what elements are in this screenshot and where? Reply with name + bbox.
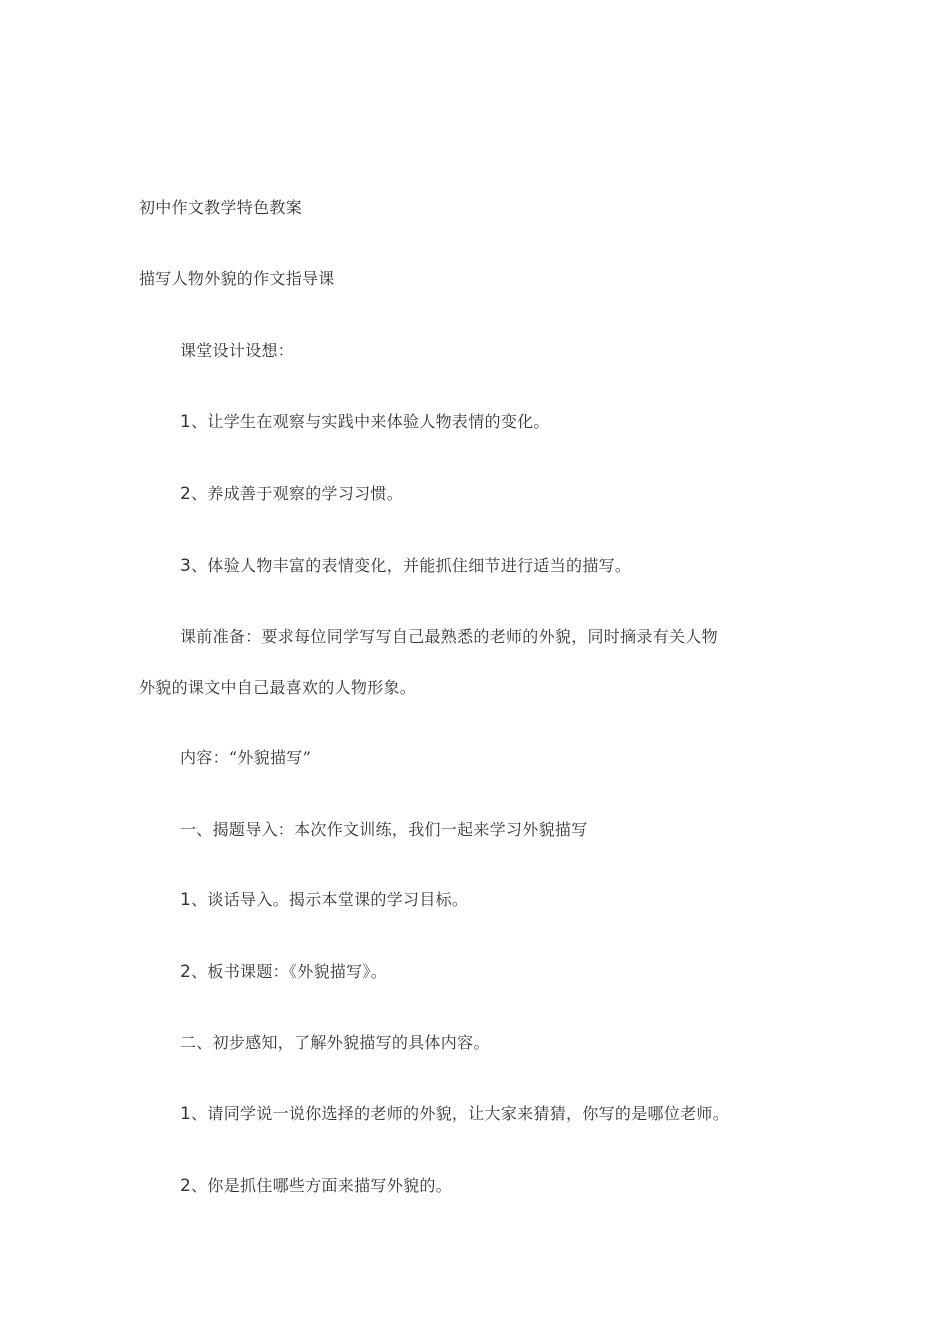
item-number: 1 xyxy=(180,412,192,432)
section-2-item-1 xyxy=(180,1104,729,1124)
section-1-item-2 xyxy=(180,962,387,982)
section-2-heading: 二、初步感知，了解外貌描写的具体内容。 xyxy=(180,1033,490,1052)
document-subtitle: 描写人物外貌的作文指导课 xyxy=(139,269,335,288)
design-item-1 xyxy=(180,412,550,432)
item-number: 1 xyxy=(180,890,192,910)
item-text: 、让学生在观察与实践中来体验人物表情的变化。 xyxy=(191,412,550,431)
item-text: 、板书课题：《外貌描写》。 xyxy=(191,962,388,981)
section-1-item-1 xyxy=(180,890,468,910)
section-2-item-2 xyxy=(180,1176,452,1196)
design-item-2 xyxy=(180,484,403,504)
item-text: 、养成善于观察的学习习惯。 xyxy=(191,484,404,503)
item-text: 、请同学说一说你选择的老师的外貌，让大家来猜猜，你写的是哪位老师。 xyxy=(191,1104,730,1123)
item-number: 1 xyxy=(180,1104,192,1124)
preparation-line-2: 外貌的课文中自己最喜欢的人物形象。 xyxy=(139,678,417,697)
item-number: 2 xyxy=(180,962,192,982)
section-1-heading: 一、揭题导入：本次作文训练，我们一起来学习外貌描写 xyxy=(180,820,588,839)
item-text: 、谈话导入。揭示本堂课的学习目标。 xyxy=(191,890,469,909)
preparation-line-1: 课前准备：要求每位同学写写自己最熟悉的老师的外貌，同时摘录有关人物 xyxy=(180,627,718,646)
design-item-3 xyxy=(180,556,631,576)
item-text: 、体验人物丰富的表情变化，并能抓住细节进行适当的描写。 xyxy=(191,556,632,575)
design-heading: 课堂设计设想： xyxy=(180,341,295,360)
item-number: 2 xyxy=(180,1176,192,1196)
content-line: 内容：“外貌描写” xyxy=(180,748,312,767)
document-title: 初中作文教学特色教案 xyxy=(139,198,303,217)
item-text: 、你是抓住哪些方面来描写外貌的。 xyxy=(191,1176,452,1195)
item-number: 2 xyxy=(180,484,192,504)
item-number: 3 xyxy=(180,556,192,576)
